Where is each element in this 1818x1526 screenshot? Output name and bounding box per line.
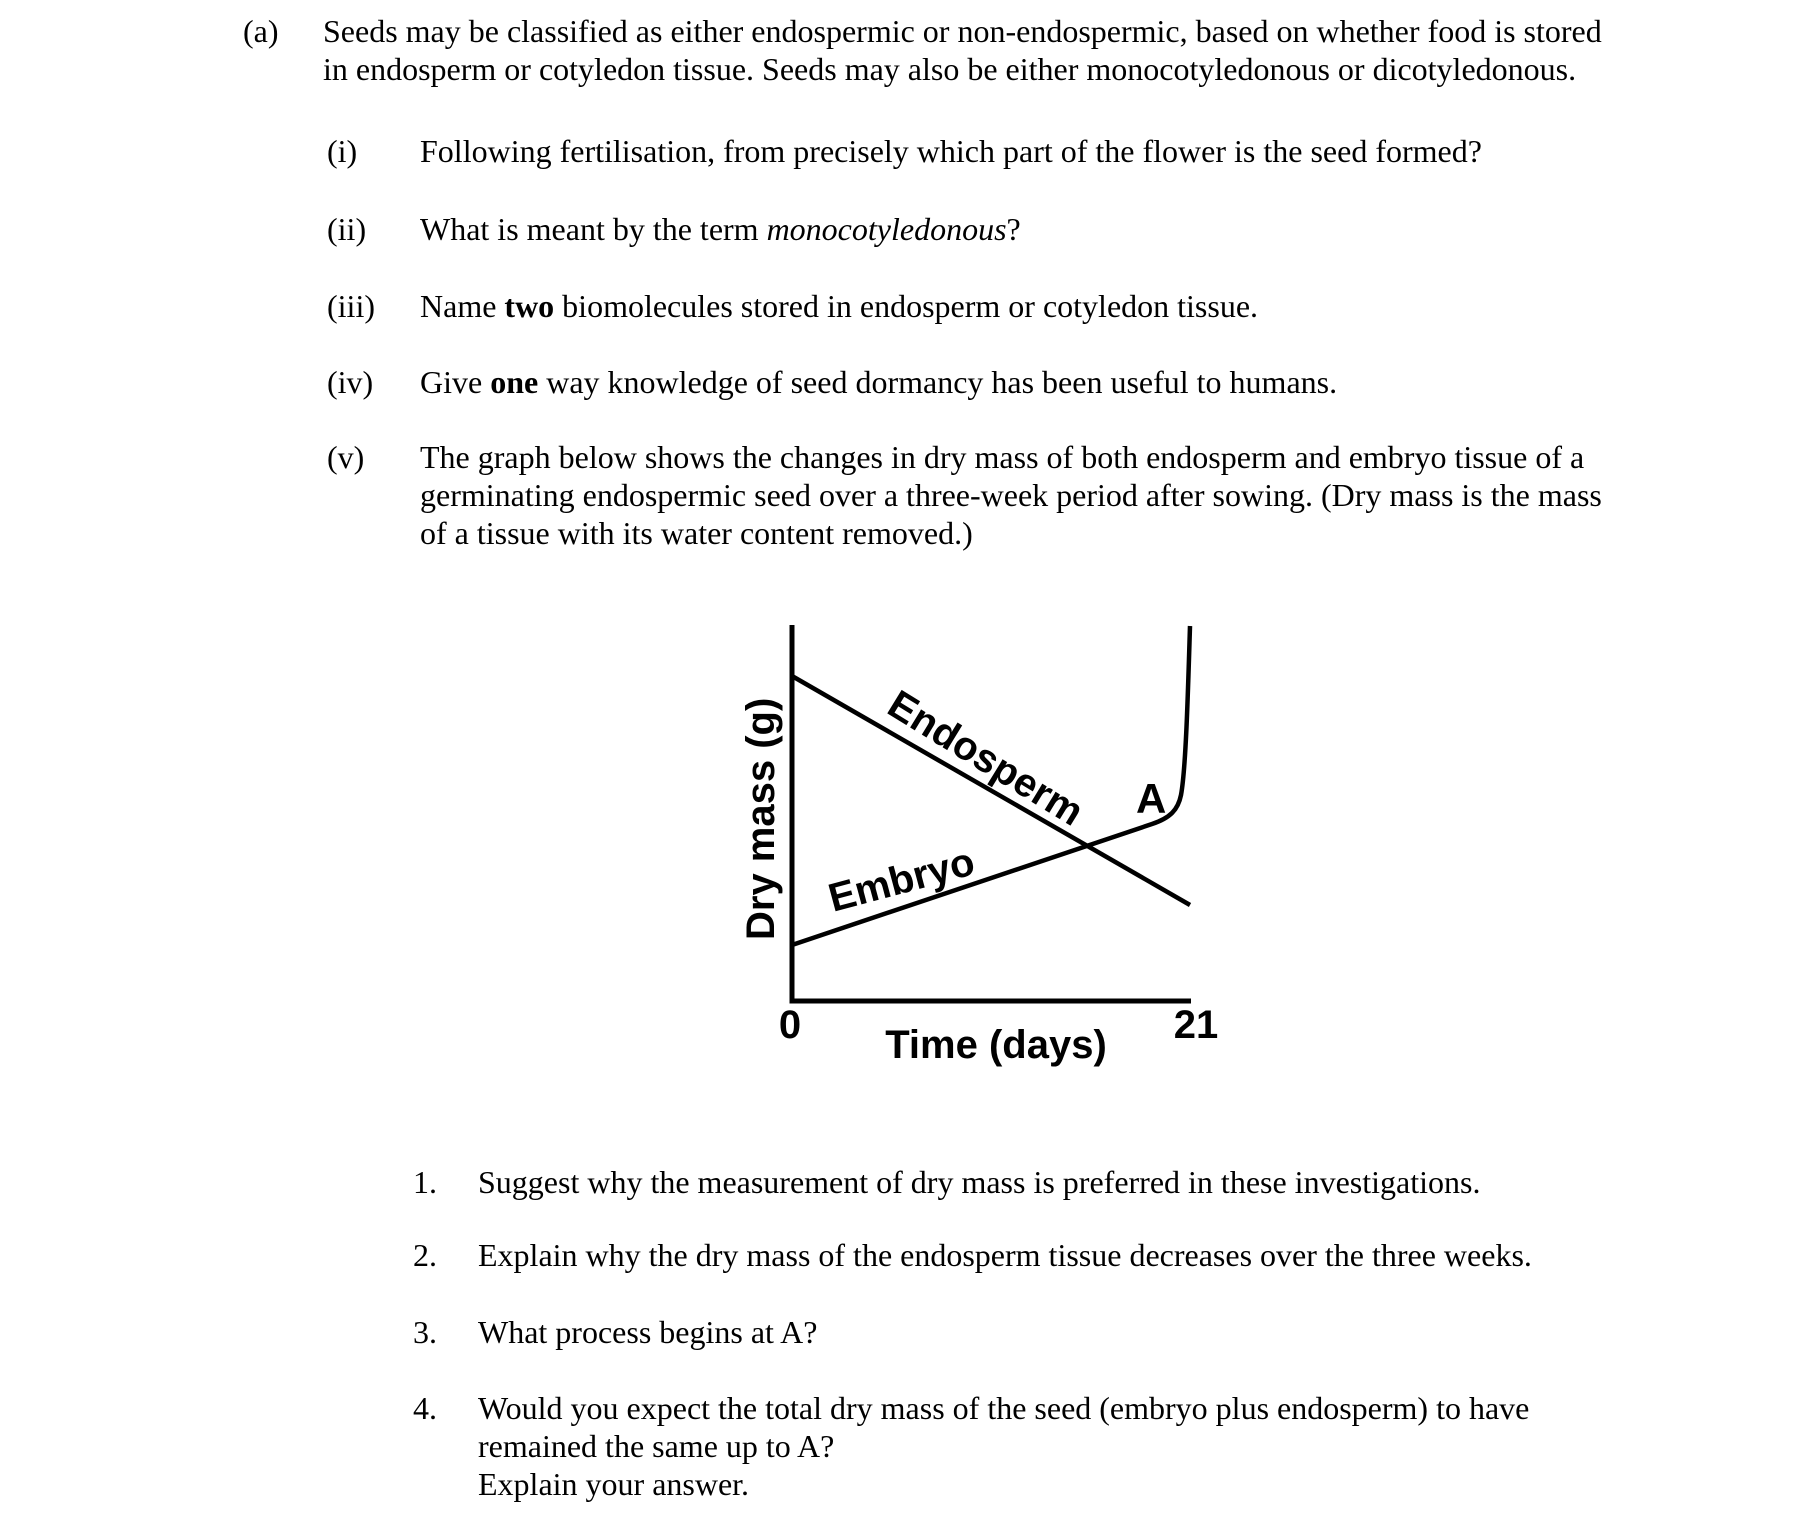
subpart-text <box>420 363 1337 401</box>
text-segment: monocotyledonous <box>766 211 1007 247</box>
x-tick-21: 21 <box>1173 1003 1219 1047</box>
subpart-label: (v) <box>327 439 365 475</box>
question-number: 4. <box>413 1390 437 1426</box>
subpart-line <box>420 287 1258 325</box>
text-segment: Following fertilisation, from precisely which part of the flower is the seed formed? <box>420 133 1482 169</box>
embryo-curve-label: Embryo <box>823 839 980 921</box>
text-segment: way knowledge of seed dormancy has been useful to humans. <box>538 364 1338 400</box>
question-line: Suggest why the measurement of dry mass is preferred in these investigations. <box>478 1164 1481 1200</box>
intro-line: in endosperm or cotyledon tissue. Seeds may also be either monocotyledonous or dicotyledonous. <box>323 51 1577 87</box>
question-line: What process begins at A? <box>478 1314 818 1350</box>
subpart-label: (iv) <box>327 364 374 400</box>
subpart-text <box>420 438 1602 552</box>
subpart-line <box>420 132 1482 170</box>
y-axis-label: Dry mass (g) <box>739 697 783 940</box>
endosperm-curve-label: Endosperm <box>880 682 1091 835</box>
subpart-line <box>420 363 1337 401</box>
intro-paragraph <box>323 12 1602 88</box>
text-segment: What is meant by the term <box>420 211 767 247</box>
x-axis-label: Time (days) <box>885 1023 1107 1067</box>
question-number: 2. <box>413 1237 437 1273</box>
question-number: 1. <box>413 1164 437 1200</box>
question-text <box>478 1389 1529 1503</box>
question-text <box>478 1236 1532 1274</box>
text-segment: Name <box>420 288 505 324</box>
subpart-label: (iii) <box>327 288 375 324</box>
subpart-line: of a tissue with its water content removed.) <box>420 515 973 551</box>
question-line: remained the same up to A? <box>478 1428 835 1464</box>
text-segment: biomolecules stored in endosperm or cotyledon tissue. <box>554 288 1259 324</box>
question-text <box>478 1163 1480 1201</box>
subpart-text <box>420 210 1021 248</box>
part-label: (a) <box>243 13 279 49</box>
germination-graph <box>700 560 1260 1110</box>
subpart-label: (i) <box>327 133 358 169</box>
text-segment: Give <box>420 364 491 400</box>
text-segment: two <box>504 288 555 324</box>
subpart-label: (ii) <box>327 211 367 247</box>
subpart-line <box>420 210 1021 248</box>
intro-line: Seeds may be classified as either endospermic or non-endospermic, based on whether food is stored <box>323 13 1602 49</box>
subpart-line: The graph below shows the changes in dry mass of both endosperm and embryo tissue of a <box>420 439 1585 475</box>
subpart-text <box>420 287 1258 325</box>
question-line: Explain your answer. <box>478 1466 750 1502</box>
question-line: Explain why the dry mass of the endosperm tissue decreases over the three weeks. <box>478 1237 1532 1273</box>
question-text <box>478 1313 817 1351</box>
subpart-text <box>420 132 1482 170</box>
point-a-label: A <box>1136 775 1167 822</box>
x-tick-0: 0 <box>778 1003 802 1047</box>
question-line: Would you expect the total dry mass of the seed (embryo plus endosperm) to have <box>478 1390 1530 1426</box>
text-segment: one <box>490 364 539 400</box>
text-segment: ? <box>1006 211 1021 247</box>
subpart-line: germinating endospermic seed over a three-week period after sowing. (Dry mass is the mass <box>420 477 1602 513</box>
question-number: 3. <box>413 1314 437 1350</box>
